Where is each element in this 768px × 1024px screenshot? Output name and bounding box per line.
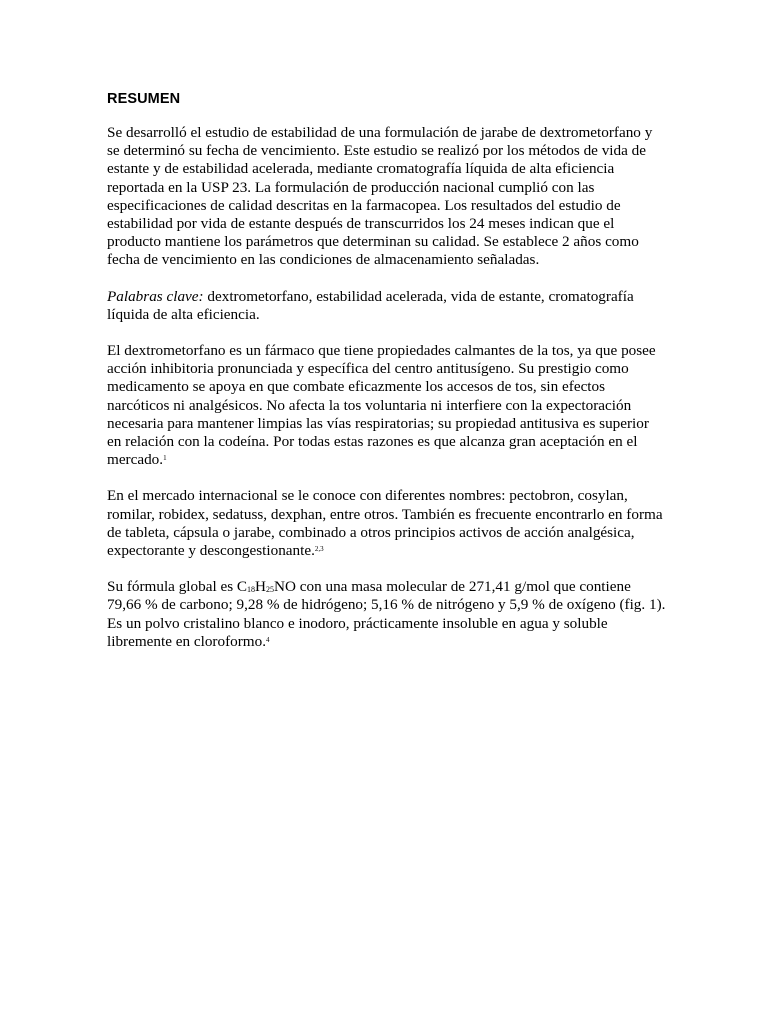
formula-suffix: NO con una masa molecular de 271,41 g/mol que contiene xyxy=(274,578,631,596)
abstract-line: se determinó su fecha de vencimiento. Este estudio se realizó por los métodos de vida de xyxy=(107,142,646,160)
keywords-text: dextrometorfano, estabilidad acelerada, vida de estante, cromatografía xyxy=(203,287,634,305)
footnote-ref: 2,3 xyxy=(314,545,324,554)
abstract-paragraph xyxy=(107,124,707,270)
formula-line: Es un polvo cristalino blanco e inodoro, prácticamente insoluble en agua y soluble xyxy=(107,614,608,632)
abstract-line: producto mantiene los parámetros que determinan su calidad. Se establece 2 años como xyxy=(107,233,639,251)
intro-line: acción inhibitoria pronunciada y específica del centro antitusígeno. Su prestigio como xyxy=(107,360,629,378)
formula-line xyxy=(107,578,707,596)
footnote-ref: 4 xyxy=(266,636,270,645)
intro-last-text: mercado. xyxy=(107,451,164,469)
footnote-ref: 1 xyxy=(163,454,167,463)
abstract-line: Se desarrolló el estudio de estabilidad de una formulación de jarabe de dextrometorfano y xyxy=(107,124,653,141)
market-paragraph xyxy=(107,487,707,560)
abstract-line: especificaciones de calidad descritas en la farmacopea. Los resultados del estudio de xyxy=(107,196,621,214)
intro-line: El dextrometorfano es un fármaco que tiene propiedades calmantes de la tos, ya que posee xyxy=(107,342,656,360)
intro-line: medicamento se apoya en que combate eficazmente los accesos de tos, sin efectos xyxy=(107,378,606,396)
formula-last-text: libremente en cloroformo. xyxy=(107,632,266,650)
abstract-line: reportada en la USP 23. La formulación de producción nacional cumplió con las xyxy=(107,178,595,196)
abstract-line: estabilidad por vida de estante después de transcurridos los 24 meses indican que el xyxy=(107,215,615,233)
market-line: En el mercado internacional se le conoce con diferentes nombres: pectobron, cosylan, xyxy=(107,487,628,505)
market-line: romilar, robidex, sedatuss, dexphan, entre otros. También es frecuente encontrarlo en forma xyxy=(107,505,663,523)
intro-line: necesaria para mantener limpias las vías respiratorias; su propiedad antitusiva es superior xyxy=(107,414,649,432)
hydrogen-symbol: H xyxy=(255,578,267,596)
formula-paragraph xyxy=(107,578,707,651)
intro-line: en relación con la codeína. Por todas estas razones es que alcanza gran aceptación en el xyxy=(107,433,638,451)
intro-line: narcóticos ni analgésicos. No afecta la tos voluntaria ni interfiere con la expectoración xyxy=(107,396,632,414)
market-line xyxy=(107,542,707,560)
document-page xyxy=(107,90,707,669)
keywords-line xyxy=(107,288,707,306)
abstract-line: estante y de estabilidad acelerada, mediante cromatografía líquida de alta eficiencia xyxy=(107,160,615,178)
keywords-paragraph xyxy=(107,288,707,324)
keywords-label: Palabras clave: xyxy=(107,287,204,305)
section-heading: RESUMEN xyxy=(107,91,181,107)
carbon-subscript: 18 xyxy=(247,585,256,595)
abstract-line: fecha de vencimiento en las condiciones de almacenamiento señaladas. xyxy=(107,251,540,269)
hydrogen-subscript: 25 xyxy=(266,585,275,595)
market-last-text: expectorante y descongestionante. xyxy=(107,542,315,560)
market-line: de tableta, cápsula o jarabe, combinado a otros principios activos de acción analgésica, xyxy=(107,523,635,541)
intro-paragraph xyxy=(107,342,707,469)
keywords-line: líquida de alta eficiencia. xyxy=(107,305,260,323)
formula-line: 79,66 % de carbono; 9,28 % de hidrógeno; 5,16 % de nitrógeno y 5,9 % de oxígeno (fig. 1). xyxy=(107,596,666,614)
formula-line xyxy=(107,633,707,651)
formula-prefix: Su fórmula global es C xyxy=(107,578,248,596)
intro-line xyxy=(107,451,707,469)
